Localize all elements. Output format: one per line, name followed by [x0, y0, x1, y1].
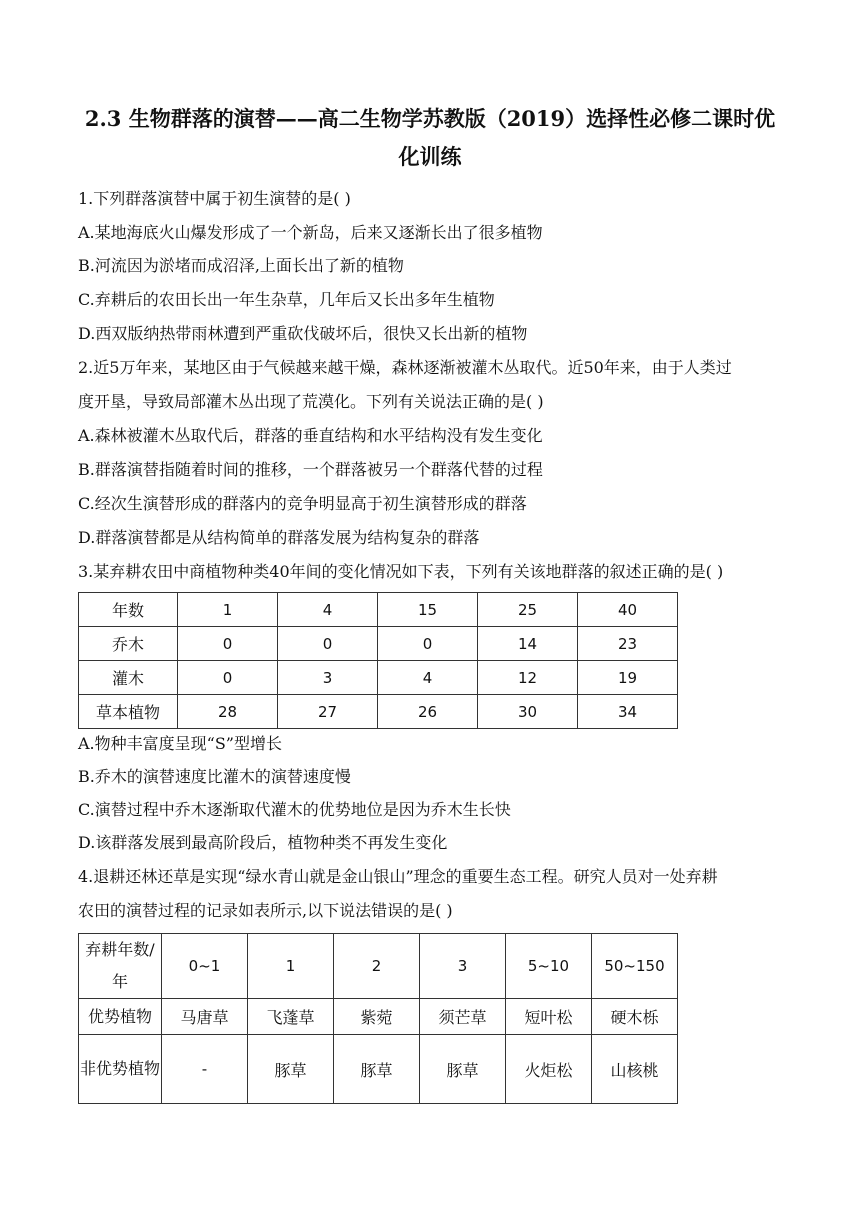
question-3-option-c: C.演替过程中乔木逐渐取代灌木的优势地位是因为乔木生长快: [78, 800, 511, 819]
table-cell: 须芒草: [420, 999, 506, 1035]
table-cell: 豚草: [334, 1035, 420, 1104]
table-cell: 3: [278, 661, 378, 695]
table-cell: 火炬松: [506, 1035, 592, 1104]
table-cell: 26: [378, 695, 478, 729]
table-header-cell: 25: [478, 593, 578, 627]
table-cell: 0: [178, 627, 278, 661]
table-cell: 14: [478, 627, 578, 661]
table-cell: 山核桃: [592, 1035, 678, 1104]
table-cell: 紫菀: [334, 999, 420, 1035]
table-cell: 19: [578, 661, 678, 695]
table-header-cell: 3: [420, 934, 506, 999]
question-2-option-a: A.森林被灌木丛取代后，群落的垂直结构和水平结构没有发生变化: [78, 426, 543, 445]
table-cell: 草本植物: [79, 695, 178, 729]
table-cell: 0: [378, 627, 478, 661]
question-2-option-d: D.群落演替都是从结构简单的群落发展为结构复杂的群落: [78, 528, 480, 547]
table-cell: 飞蓬草: [248, 999, 334, 1035]
table-cell: 灌木: [79, 661, 178, 695]
question-2-stem-line-2: 度开垦，导致局部灌木丛出现了荒漠化。下列有关说法正确的是( ): [78, 392, 544, 411]
table-cell: 优势植物: [79, 999, 162, 1035]
page-title: 2.3 生物群落的演替——高二生物学苏教版（2019）选择性必修二课时优化训练: [84, 106, 776, 169]
question-1-option-a: A.某地海底火山爆发形成了一个新岛，后来又逐渐长出了很多植物: [78, 223, 543, 242]
question-3-option-d: D.该群落发展到最高阶段后，植物种类不再发生变化: [78, 833, 448, 852]
question-2-option-c: C.经次生演替形成的群落内的竞争明显高于初生演替形成的群落: [78, 494, 527, 513]
table-cell: 豚草: [420, 1035, 506, 1104]
table-header-cell: 2: [334, 934, 420, 999]
question-3-option-a: A.物种丰富度呈现“S”型增长: [78, 734, 282, 753]
question-1-option-d: D.西双版纳热带雨林遭到严重砍伐破坏后，很快又长出新的植物: [78, 324, 528, 343]
question-1-stem: 1.下列群落演替中属于初生演替的是( ): [78, 189, 351, 208]
table-header-cell: 15: [378, 593, 478, 627]
table-cell: 豚草: [248, 1035, 334, 1104]
question-4-stem-line-1: 4.退耕还林还草是实现“绿水青山就是金山银山”理念的重要生态工程。研究人员对一处弃耕: [78, 867, 718, 886]
table-row: [79, 1035, 678, 1104]
table-cell: 硬木栎: [592, 999, 678, 1035]
table-cell: 4: [378, 661, 478, 695]
table-cell: 0: [178, 661, 278, 695]
table-header-cell: 1: [178, 593, 278, 627]
table-header-cell: 50~150: [592, 934, 678, 999]
table-cell: 短叶松: [506, 999, 592, 1035]
question-1-option-c: C.弃耕后的农田长出一年生杂草，几年后又长出多年生植物: [78, 290, 495, 309]
question-4-stem-line-2: 农田的演替过程的记录如表所示,以下说法错误的是( ): [78, 901, 453, 920]
table-cell: 28: [178, 695, 278, 729]
table-cell: -: [162, 1035, 248, 1104]
table-cell: 12: [478, 661, 578, 695]
table-cell: 乔木: [79, 627, 178, 661]
table-row: [79, 661, 678, 695]
table-row: [79, 695, 678, 729]
table-header-cell: 1: [248, 934, 334, 999]
table-header-row: [79, 934, 678, 999]
table-row: [79, 627, 678, 661]
question-2-stem-line-1: 2.近5万年来，某地区由于气候越来越干燥，森林逐渐被灌木丛取代。近50年来，由于人类过: [78, 358, 732, 377]
table-header-row: [79, 593, 678, 627]
table-header-cell: 0~1: [162, 934, 248, 999]
table-header-cell: 年数: [79, 593, 178, 627]
species-count-table: [78, 592, 678, 729]
table-row: [79, 999, 678, 1035]
table-header-cell: 5~10: [506, 934, 592, 999]
table-cell: 23: [578, 627, 678, 661]
table-cell: 30: [478, 695, 578, 729]
question-2-option-b: B.群落演替指随着时间的推移，一个群落被另一个群落代替的过程: [78, 460, 543, 479]
question-3-option-b: B.乔木的演替速度比灌木的演替速度慢: [78, 767, 351, 786]
question-3-stem: 3.某弃耕农田中商植物种类40年间的变化情况如下表，下列有关该地群落的叙述正确的是( ): [78, 562, 724, 581]
table-header-cell: 4: [278, 593, 378, 627]
table-cell: 非优势植物: [79, 1035, 162, 1104]
succession-record-table: [78, 933, 678, 1104]
question-1-option-b: B.河流因为淤堵而成沼泽,上面长出了新的植物: [78, 256, 404, 275]
table-cell: 0: [278, 627, 378, 661]
table-header-cell: 弃耕年数/年: [79, 934, 162, 999]
table-header-cell: 40: [578, 593, 678, 627]
table-cell: 马唐草: [162, 999, 248, 1035]
table-cell: 34: [578, 695, 678, 729]
table-cell: 27: [278, 695, 378, 729]
